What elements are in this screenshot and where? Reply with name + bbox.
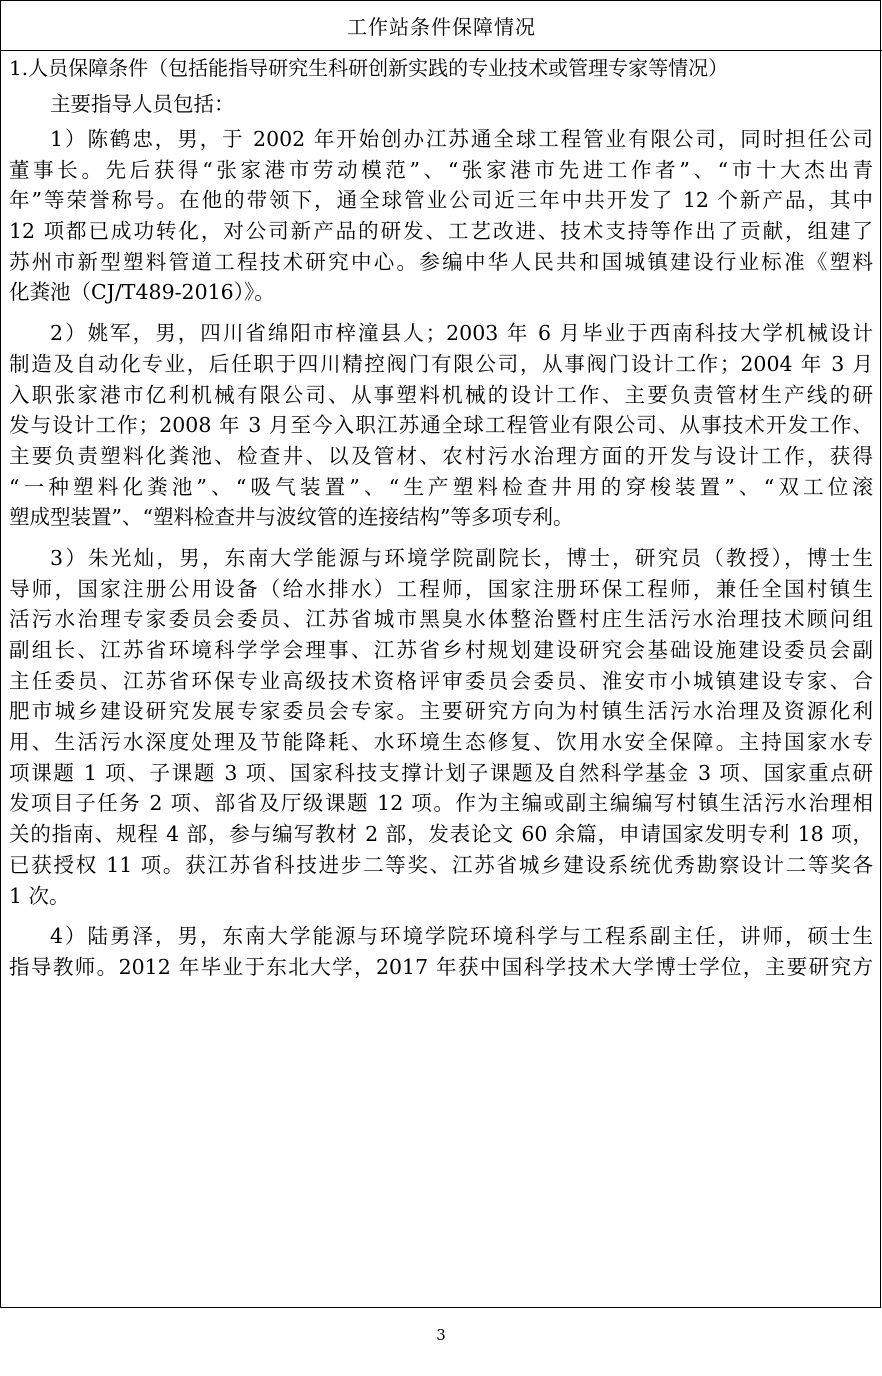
paragraph-line: 3）朱光灿，男，东南大学能源与环境学院副院长，博士，研究员（教授），博士生	[50, 545, 873, 570]
paragraph-line: 入职张家港市亿利机械有限公司、从事塑料机械的设计工作、主要负责管材生产线的研	[9, 382, 873, 407]
section-heading: 1.人员保障条件（包括能指导研究生科研创新实践的专业技术或管理专家等情况）	[9, 56, 729, 80]
table-body	[9, 50, 873, 983]
paragraph-line: 年”等荣誉称号。在他的带领下，通全球管业公司近三年中共开发了 12 个新产品，其中	[9, 188, 873, 213]
paragraph-person-3	[9, 543, 873, 911]
section-lead: 主要指导人员包括：	[50, 92, 235, 116]
paragraph-line: 发项目子任务 2 项、部省及厅级课题 12 项。作为主编或副主编编写村镇生活污水治理相	[9, 791, 873, 816]
paragraph-line: 1 次。	[9, 883, 70, 908]
paragraph-line: 活污水治理专家委员会委员、江苏省城市黑臭水体整治暨村庄生活污水治理技术顾问组	[9, 607, 873, 632]
table-header-row	[1, 1, 882, 51]
paragraph-line: 指导教师。2012 年毕业于东北大学，2017 年获中国科学技术大学博士学位，主要研究方	[9, 954, 873, 979]
paragraph-line: 化粪池（CJ/T489-2016）》。	[9, 280, 275, 305]
paragraph-line: 导师，国家注册公用设备（给水排水）工程师，国家注册环保工程师，兼任全国村镇生	[9, 576, 873, 601]
paragraph-line: 关的指南、规程 4 部，参与编写教材 2 部，发表论文 60 余篇，申请国家发明专利 18 项，	[9, 822, 873, 847]
paragraph-line: 主任委员、江苏省环保专业高级技术资格评审委员会委员、淮安市小城镇建设专家、合	[9, 668, 873, 693]
paragraph-line: 已获授权 11 项。获江苏省科技进步二等奖、江苏省城乡建设系统优秀勘察设计二等奖各	[9, 852, 873, 877]
paragraph-line: “一种塑料化粪池”、“吸气装置”、“生产塑料检查井用的穿梭装置”、“双工位滚	[9, 474, 873, 499]
paragraph-line: 制造及自动化专业，后任职于四川精控阀门有限公司，从事阀门设计工作；2004 年 3 月	[9, 351, 873, 376]
paragraph-line: 用、生活污水深度处理及节能降耗、水环境生态修复、饮用水安全保障。主持国家水专	[9, 730, 873, 755]
paragraph-line: 12 项都已成功转化，对公司新产品的研发、工艺改进、技术支持等作出了贡献，组建了	[9, 219, 873, 244]
table-title: 工作站条件保障情况	[347, 15, 536, 39]
paragraph-line: 苏州市新型塑料管道工程技术研究中心。参编中华人民共和国城镇建设行业标准《塑料	[9, 249, 873, 274]
paragraph-person-1	[9, 124, 873, 308]
paragraph-line: 副组长、江苏省环境科学学会理事、江苏省乡村规划建设研究会基础设施建设委员会副	[9, 638, 873, 662]
paragraph-line: 主要负责塑料化粪池、检查井、以及管材、农村污水治理方面的开发与设计工作，获得	[9, 443, 873, 468]
paragraph-line: 2）姚军，男，四川省绵阳市梓潼县人；2003 年 6 月毕业于西南科技大学机械设计	[50, 321, 873, 346]
paragraph-person-4	[9, 921, 873, 982]
paragraph-person-2	[9, 318, 873, 533]
paragraph-line: 4）陆勇泽，男，东南大学能源与环境学院环境科学与工程系副主任，讲师，硕士生	[50, 924, 873, 949]
paragraph-line: 董事长。先后获得“张家港市劳动模范”、“张家港市先进工作者”、“市十大杰出青	[9, 157, 873, 182]
paragraph-line: 发与设计工作；2008 年 3 月至今入职江苏通全球工程管业有限公司、从事技术开发工作、	[9, 413, 873, 438]
paragraph-line: 肥市城乡建设研究发展专家委员会专家。主要研究方向为村镇生活污水治理及资源化利	[9, 699, 873, 724]
page-number: 3	[436, 1326, 446, 1344]
paragraph-line: 1）陈鹤忠，男，于 2002 年开始创办江苏通全球工程管业有限公司，同时担任公司	[50, 127, 873, 151]
paragraph-line: 项课题 1 项、子课题 3 项、国家科技支撑计划子课题及自然科学基金 3 项、国家重点研	[9, 760, 873, 785]
paragraph-line: 塑成型装置”、“塑料检查井与波纹管的连接结构”等多项专利。	[9, 505, 574, 530]
